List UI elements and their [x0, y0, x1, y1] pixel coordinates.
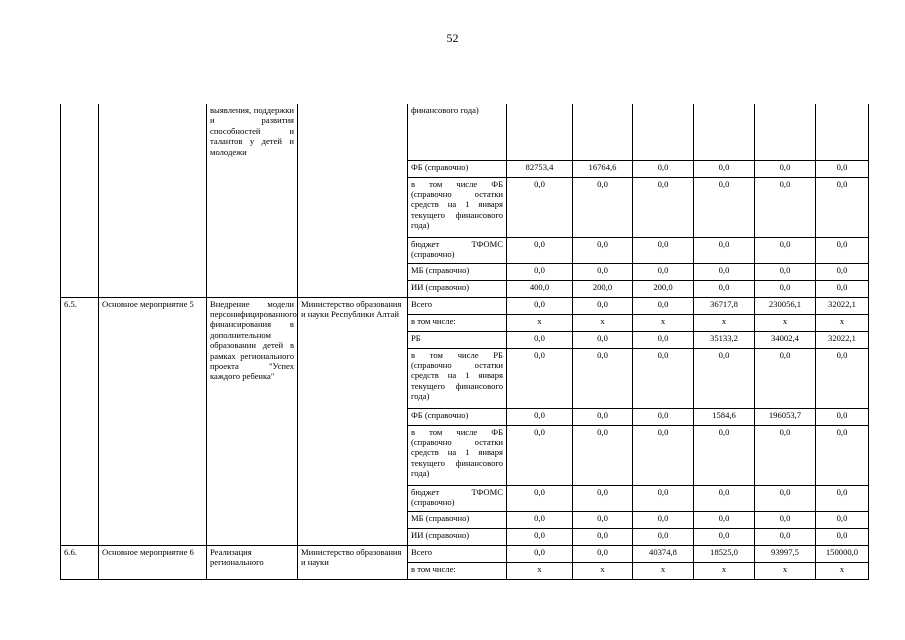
table-cell-source: МБ (справочно)	[408, 263, 507, 280]
table-cell-value: 0,0	[755, 280, 816, 297]
table-cell-value: 0,0	[633, 160, 694, 177]
table-cell-value: x	[573, 314, 633, 331]
table-cell-event	[99, 104, 207, 297]
table-cell-event: Основное мероприятие 5	[99, 297, 207, 545]
table-cell-value: 0,0	[573, 511, 633, 528]
table-cell-value: 0,0	[573, 348, 633, 408]
table-cell-value: 200,0	[573, 280, 633, 297]
table-cell-value: 1584,6	[694, 408, 755, 425]
table-cell-value: 35133,2	[694, 331, 755, 348]
table-cell-value: 0,0	[694, 425, 755, 485]
table-cell-source: финансового года)	[408, 104, 507, 160]
table-cell-value: 230056,1	[755, 297, 816, 314]
table-cell-description: Внедрение модели персонифицированного финансирования в дополнительном образовании детей в рамках регионального проекта "Успех каждого ребенка"	[207, 297, 298, 545]
table-cell-value: 0,0	[507, 263, 573, 280]
table-cell-source: бюджет ТФОМС (справочно)	[408, 485, 507, 511]
table-cell-value: 0,0	[507, 425, 573, 485]
table-cell-value: 0,0	[633, 177, 694, 237]
table-cell-value: 0,0	[755, 237, 816, 263]
table-cell-source: ФБ (справочно)	[408, 408, 507, 425]
table-cell-value: 0,0	[755, 348, 816, 408]
table-cell-value: x	[816, 314, 869, 331]
table-cell-value: 0,0	[507, 528, 573, 545]
table-cell-source: в том числе ФБ (справочно остатки средств на 1 января текущего финансового года)	[408, 425, 507, 485]
table-cell-value: 0,0	[816, 425, 869, 485]
table-cell-source: РБ	[408, 331, 507, 348]
table-cell-value: 0,0	[755, 511, 816, 528]
table-cell-code: 6.6.	[61, 545, 99, 579]
table-cell-value: 0,0	[816, 408, 869, 425]
table-cell-value: 0,0	[633, 348, 694, 408]
table-cell-value: 0,0	[573, 177, 633, 237]
table-cell-value: 0,0	[573, 331, 633, 348]
table-cell-value: 0,0	[507, 511, 573, 528]
table-cell-value: 0,0	[694, 237, 755, 263]
table-cell-value: 196053,7	[755, 408, 816, 425]
table-cell-value: 0,0	[633, 511, 694, 528]
table-cell-value: 0,0	[507, 177, 573, 237]
table-cell-value: 200,0	[633, 280, 694, 297]
table-cell-value: 18525,0	[694, 545, 755, 562]
table-cell-value	[694, 104, 755, 160]
table-cell-value: 0,0	[755, 160, 816, 177]
table-cell-executor: Министерство образования и науки	[298, 545, 408, 579]
table-cell-value: 0,0	[507, 331, 573, 348]
table-cell-source: в том числе:	[408, 314, 507, 331]
table-cell-value: 0,0	[755, 177, 816, 237]
table-cell-value: 36717,8	[694, 297, 755, 314]
table-cell-value: 0,0	[694, 177, 755, 237]
table-cell-source: бюджет ТФОМС (справочно)	[408, 237, 507, 263]
table-cell-source: в том числе РБ (справочно остатки средств на 1 января текущего финансового года)	[408, 348, 507, 408]
table-cell-value	[507, 104, 573, 160]
budget-table	[60, 104, 869, 580]
table-cell-value: x	[755, 314, 816, 331]
table-cell-value: 0,0	[694, 263, 755, 280]
table-cell-value: 0,0	[694, 485, 755, 511]
table-cell-value: 0,0	[816, 160, 869, 177]
table-cell-source: в том числе:	[408, 562, 507, 579]
table-cell-value: 0,0	[507, 485, 573, 511]
table-cell-value: 0,0	[755, 425, 816, 485]
table-cell-value: 0,0	[573, 408, 633, 425]
table-cell-value: x	[755, 562, 816, 579]
table-cell-value: x	[694, 562, 755, 579]
table-cell-description: выявления, поддержки и развития способностей и талантов у детей и молодежи	[207, 104, 298, 297]
table-cell-value: 0,0	[507, 408, 573, 425]
table-cell-value: 0,0	[816, 263, 869, 280]
table-cell-value: 0,0	[816, 485, 869, 511]
table-cell-value: 0,0	[633, 485, 694, 511]
table-cell-value: 0,0	[633, 263, 694, 280]
table-cell-value: 0,0	[573, 545, 633, 562]
table-cell-value: 0,0	[573, 485, 633, 511]
table-cell-value	[755, 104, 816, 160]
table-cell-value: 0,0	[694, 280, 755, 297]
table-cell-value: 0,0	[633, 528, 694, 545]
table-cell-value: 0,0	[573, 528, 633, 545]
table-cell-value: x	[633, 562, 694, 579]
table-cell-value	[573, 104, 633, 160]
table-cell-code	[61, 104, 99, 297]
table-cell-source: ИИ (справочно)	[408, 528, 507, 545]
table-cell-source: Всего	[408, 545, 507, 562]
table-cell-value: 0,0	[816, 528, 869, 545]
table-cell-value: 0,0	[507, 297, 573, 314]
table-row	[61, 104, 869, 160]
table-cell-value: 32022,1	[816, 297, 869, 314]
table-cell-value: 0,0	[694, 348, 755, 408]
table-cell-value: x	[816, 562, 869, 579]
table-cell-value: 0,0	[694, 511, 755, 528]
table-cell-value: 32022,1	[816, 331, 869, 348]
table-cell-source: в том числе ФБ (справочно остатки средств на 1 января текущего финансового года)	[408, 177, 507, 237]
table-cell-value: 0,0	[633, 408, 694, 425]
table-cell-value: 400,0	[507, 280, 573, 297]
table-cell-value: 0,0	[816, 280, 869, 297]
table-cell-value: 0,0	[755, 485, 816, 511]
table-cell-source: ФБ (справочно)	[408, 160, 507, 177]
table-cell-value: x	[633, 314, 694, 331]
table-cell-executor	[298, 104, 408, 297]
table-cell-description: Реализация регионального	[207, 545, 298, 579]
table-cell-value: 0,0	[507, 545, 573, 562]
table-cell-value: 0,0	[816, 177, 869, 237]
table-cell-value: 0,0	[507, 237, 573, 263]
table-cell-value: 0,0	[573, 297, 633, 314]
table-cell-value: 16764,6	[573, 160, 633, 177]
table-cell-executor: Министерство образования и науки Республики Алтай	[298, 297, 408, 545]
table-cell-source: ИИ (справочно)	[408, 280, 507, 297]
table-row	[61, 297, 869, 314]
table-cell-code: 6.5.	[61, 297, 99, 545]
table-cell-value: 0,0	[816, 237, 869, 263]
table-cell-value	[816, 104, 869, 160]
table-cell-source: Всего	[408, 297, 507, 314]
table-cell-value: 0,0	[573, 237, 633, 263]
table-cell-value: 0,0	[816, 348, 869, 408]
table-cell-value: x	[507, 562, 573, 579]
table-cell-source: МБ (справочно)	[408, 511, 507, 528]
table-cell-value: x	[507, 314, 573, 331]
table-cell-value: 0,0	[573, 263, 633, 280]
table-cell-value: 0,0	[633, 297, 694, 314]
table-cell-value: 0,0	[694, 528, 755, 545]
table-row	[61, 545, 869, 562]
table-cell-value: 0,0	[507, 348, 573, 408]
table-cell-value: 0,0	[755, 528, 816, 545]
table-cell-event: Основное мероприятие 6	[99, 545, 207, 579]
table-cell-value: 0,0	[573, 425, 633, 485]
table-cell-value: 40374,8	[633, 545, 694, 562]
table-cell-value: x	[694, 314, 755, 331]
table-cell-value: 0,0	[816, 511, 869, 528]
table-cell-value: 0,0	[633, 425, 694, 485]
table-cell-value: x	[573, 562, 633, 579]
table-cell-value: 34002,4	[755, 331, 816, 348]
table-cell-value: 150000,0	[816, 545, 869, 562]
table-cell-value: 93997,5	[755, 545, 816, 562]
table-cell-value: 82753,4	[507, 160, 573, 177]
table-cell-value: 0,0	[633, 237, 694, 263]
table-cell-value: 0,0	[694, 160, 755, 177]
page-number: 52	[446, 31, 459, 45]
table-cell-value: 0,0	[633, 331, 694, 348]
table-cell-value: 0,0	[755, 263, 816, 280]
table-cell-value	[633, 104, 694, 160]
